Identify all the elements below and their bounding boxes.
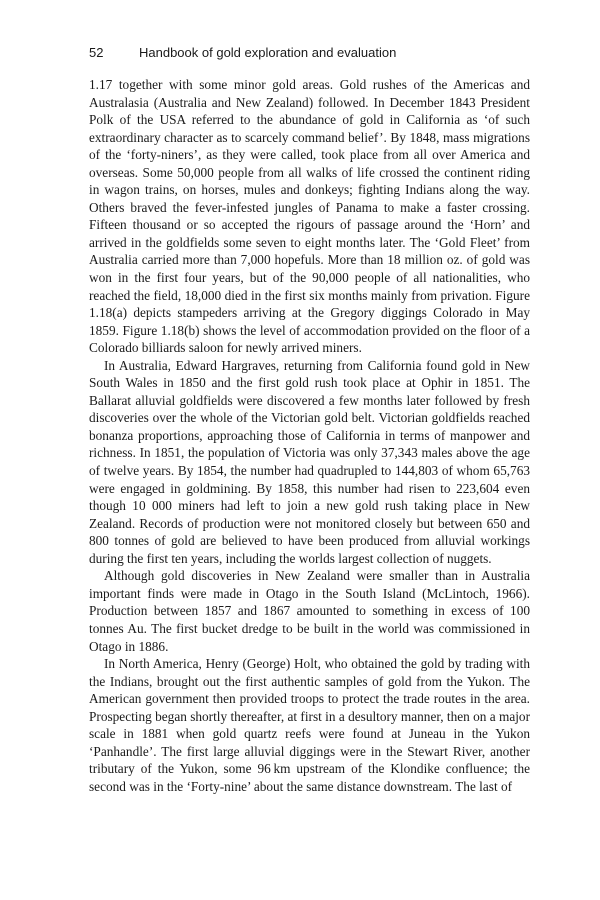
- paragraph-north-america: In North America, Henry (George) Holt, who obtained the gold by trading with the Indians, brought out the first authentic samples of gold from the Yukon. The American government then provided troops to protect the trade routes in the area. Prospecting began shortly thereafter, at first in a desultory manner, then on a major scale in 1881 when gold quartz reefs were found at Juneau in the Yukon ‘Panhandle’. The first large alluvial diggings were in the Stewart River, another tributary of the Yukon, some 96 km upstream of the Klondike confluence; the second was in the ‘Forty-nine’ about the same distance downstream. The last of: [89, 656, 530, 794]
- paragraph-new-zealand: Although gold discoveries in New Zealand were smaller than in Australia important finds were made in Otago in the South Island (McLintoch, 1966). Production between 1857 and 1867 amounted to something in excess of 100 tonnes Au. The first bucket dredge to be built in the world was commissioned in Otago in 1886.: [89, 568, 530, 654]
- running-head: [89, 44, 529, 62]
- paragraph-gold-rushes-americas: 1.17 together with some minor gold areas. Gold rushes of the Americas and Australasia (Australia and New Zealand) followed. In December 1843 President Polk of the USA referred to the abundance of gold in California as ‘of such extraordinary character as to scarcely command belief’. By 1848, mass migrations of the ‘forty-niners’, as they were called, took place from all over America and overseas. Some 50,000 people from all walks of life crossed the continent riding in wagon trains, on horses, mules and donkeys; fighting Indians along the way. Others braved the fever-infested jungles of Panama to make a faster crossing. Fifteen thousand or so accepted the rigours of passage around the ‘Horn’ and arrived in the goldfields some seven to eight months later. The ‘Gold Fleet’ from Australia carried more than 7,000 hopefuls. More than 18 million oz. of gold was won in the first four years, but of the 90,000 people of all nationalities, who reached the field, 18,000 died in the first six months mainly from privation. Figure 1.18(a) depicts stampeders arriving at the Gregory diggings Colorado in May 1859. Figure 1.18(b) shows the level of accommodation provided on the floor of a Colorado billiards saloon for newly arrived miners.: [89, 77, 530, 356]
- paragraph-australia: In Australia, Edward Hargraves, returning from California found gold in New South Wales in 1850 and the first gold rush took place at Ophir in 1851. The Ballarat alluvial goldfields were discovered a few months later followed by fresh discoveries over the whole of the Victorian gold belt. Victorian goldfields reached bonanza proportions, approaching those of California in terms of manpower and richness. In 1851, the population of Victoria was only 37,343 males above the age of twelve years. By 1854, the number had quadrupled to 144,803 of whom 65,763 were engaged in goldmining. By 1858, this number had risen to 223,604 even though 10 000 miners had left to join a new gold rush taking place in New Zealand. Records of production were not monitored closely but between 650 and 800 tonnes of gold are believed to have been produced from alluvial workings during the first ten years, including the worlds largest collection of nuggets.: [89, 357, 530, 566]
- page-number: 52: [89, 45, 104, 60]
- book-title: Handbook of gold exploration and evaluation: [139, 45, 397, 60]
- body-text: [89, 76, 530, 795]
